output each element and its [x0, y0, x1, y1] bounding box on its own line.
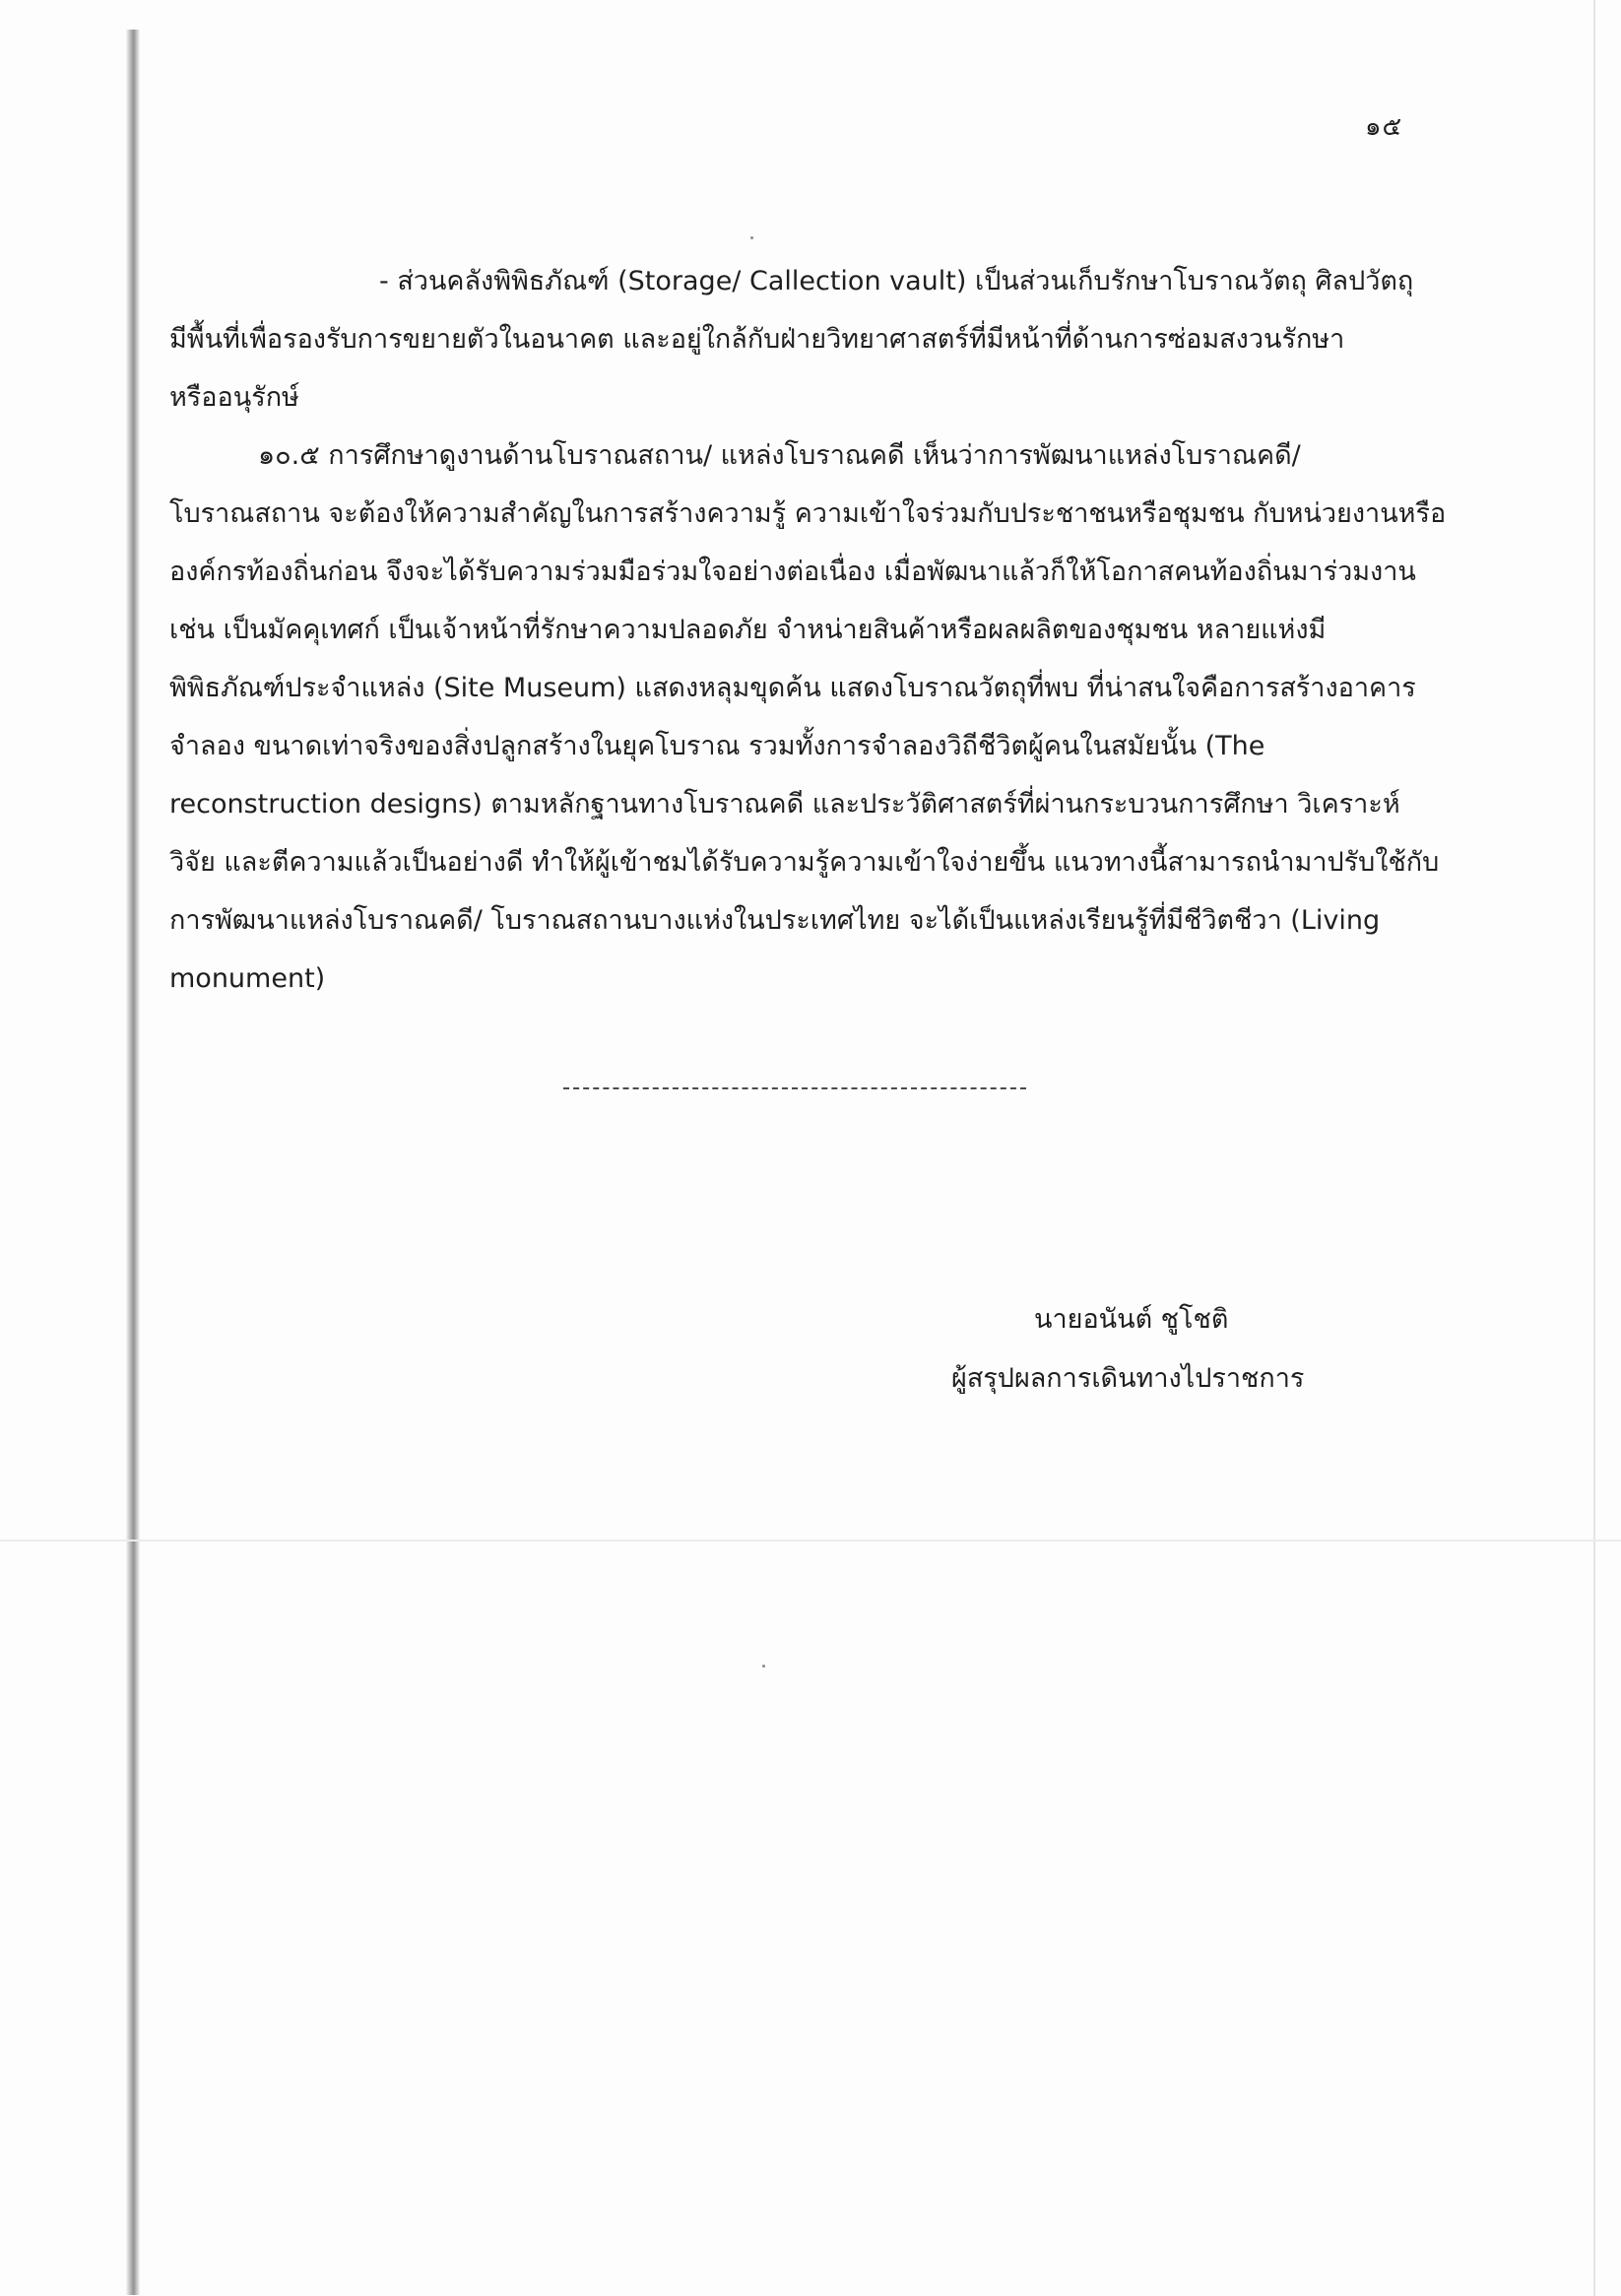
paragraph-line: การพัฒนาแหล่งโบราณคดี/ โบราณสถานบางแห่งในประเทศไทย จะได้เป็นแหล่งเรียนรู้ที่มีชีวิตชีวา (Living [169, 905, 1381, 936]
paragraph-line: วิจัย และตีความแล้วเป็นอย่างดี ทำให้ผู้เข้าชมได้รับความรู้ความเข้าใจง่ายขึ้น แนวทางนี้สามารถนำมาปรับใช้กับ [169, 847, 1440, 878]
page-fold-line [0, 1540, 1621, 1542]
page-number: ๑๕ [1365, 112, 1403, 142]
paragraph-line: หรืออนุรักษ์ [169, 382, 299, 413]
paragraph-line: - ส่วนคลังพิพิธภัณฑ์ (Storage/ Callection vault) เป็นส่วนเก็บรักษาโบราณวัตถุ ศิลปวัตถุ [379, 266, 1414, 296]
paragraph-line: จำลอง ขนาดเท่าจริงของสิ่งปลูกสร้างในยุคโบราณ รวมทั้งการจำลองวิถีชีวิตผู้คนในสมัยนั้น (The [169, 731, 1265, 761]
scan-binding-edge [126, 30, 140, 2295]
paragraph-line: พิพิธภัณฑ์ประจำแหล่ง (Site Museum) แสดงหลุมขุดค้น แสดงโบราณวัตถุที่พบ ที่น่าสนใจคือการสร้างอาคาร [169, 673, 1416, 703]
scan-speck [750, 236, 753, 239]
paragraph-line: มีพื้นที่เพื่อรองรับการขยายตัวในอนาคต และอยู่ใกล้กับฝ่ายวิทยาศาสตร์ที่มีหน้าที่ด้านการซ่อมสงวนรักษา [169, 324, 1345, 355]
paragraph-line: ๑๐.๕ การศึกษาดูงานด้านโบราณสถาน/ แหล่งโบราณคดี เห็นว่าการพัฒนาแหล่งโบราณคดี/ [258, 440, 1301, 471]
signature-role: ผู้สรุปผลการเดินทางไปราชการ [951, 1363, 1305, 1394]
paragraph-line: เช่น เป็นมัคคุเทศก์ เป็นเจ้าหน้าที่รักษาความปลอดภัย จำหน่ายสินค้าหรือผลผลิตของชุมชน หลายแห่งมี [169, 615, 1327, 645]
scan-speck [762, 1665, 765, 1668]
dashed-separator [563, 1087, 1026, 1089]
paragraph-line: โบราณสถาน จะต้องให้ความสำคัญในการสร้างความรู้ ความเข้าใจร่วมกับประชาชนหรือชุมชน กับหน่วยงานหรือ [169, 498, 1447, 529]
paragraph-line: reconstruction designs) ตามหลักฐานทางโบราณคดี และประวัติศาสตร์ที่ผ่านกระบวนการศึกษา วิเคราะห์ [169, 789, 1400, 820]
signature-name: นายอนันต์ ชูโชติ [1034, 1304, 1229, 1335]
scan-right-edge [1593, 0, 1595, 2296]
paragraph-line: monument) [169, 963, 326, 994]
paragraph-line: องค์กรท้องถิ่นก่อน จึงจะได้รับความร่วมมือร่วมใจอย่างต่อเนื่อง เมื่อพัฒนาแล้วก็ให้โอกาสคนท้องถิ่นมาร่วมงาน [169, 557, 1416, 587]
